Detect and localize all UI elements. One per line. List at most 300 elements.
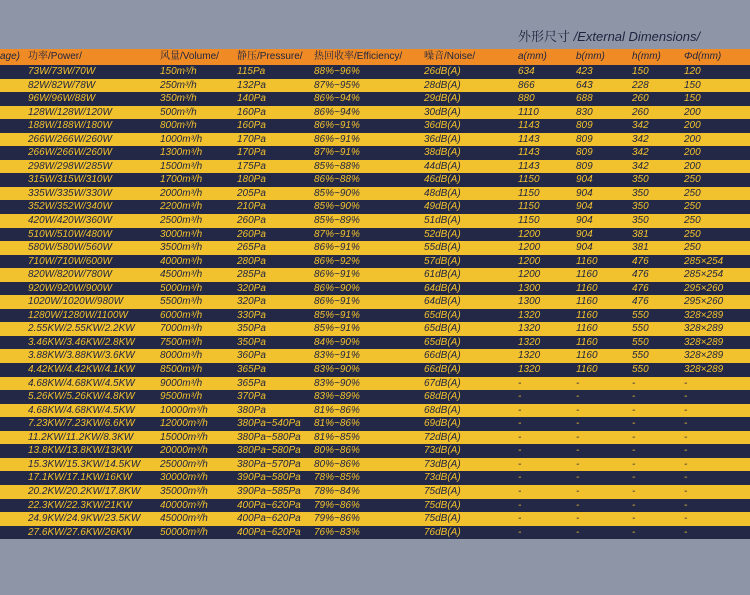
power-cell: 298W/298W/285W [28,160,112,172]
pressure-cell: 400Pa~620Pa [237,499,301,511]
noise-cell: 75dB(A) [424,485,461,497]
noise-cell: 69dB(A) [424,418,461,430]
volume-cell: 10000m³/h [160,404,208,416]
efficiency-cell: 85%~89% [314,215,360,227]
dim-d-cell: - [684,431,688,443]
noise-cell: 65dB(A) [424,309,461,321]
header-pressure: 静压/Pressure/ [237,51,303,62]
dim-h-cell: 342 [632,133,649,145]
dim-h-cell: 476 [632,282,649,294]
dim-b-cell: 1160 [576,336,598,348]
noise-cell: 72dB(A) [424,431,461,443]
pressure-cell: 380Pa~580Pa [237,445,301,457]
dim-d-cell: 250 [684,201,701,213]
pressure-cell: 330Pa [237,309,266,321]
efficiency-cell: 86%~91% [314,269,360,281]
dim-a-cell: - [518,418,522,430]
volume-cell: 50000m³/h [160,526,208,538]
noise-cell: 29dB(A) [424,93,461,105]
efficiency-cell: 86%~88% [314,174,360,186]
noise-cell: 52dB(A) [424,228,461,240]
volume-cell: 1700m³/h [160,174,203,186]
dim-b-cell: 1160 [576,309,598,321]
pressure-cell: 360Pa [237,350,266,362]
dim-d-cell: 250 [684,187,701,199]
dim-d-cell: 328×289 [684,364,724,376]
dim-d-cell: 200 [684,147,701,159]
noise-cell: 73dB(A) [424,458,461,470]
dim-a-cell: 1300 [518,296,541,308]
dim-b-cell: 643 [576,79,593,91]
table-row [0,146,750,160]
dim-h-cell: - [632,431,636,443]
dim-a-cell: 880 [518,93,535,105]
efficiency-cell: 86%~94% [314,106,360,118]
dim-b-cell: - [576,472,580,484]
volume-cell: 6000m³/h [160,309,203,321]
efficiency-cell: 85%~90% [314,201,360,213]
power-cell: 4.68KW/4.68KW/4.5KW [28,404,135,416]
dim-h-cell: 476 [632,296,649,308]
table-row [0,92,750,106]
table-row [0,106,750,120]
dim-b-cell: - [576,485,580,497]
dim-d-cell: - [684,526,688,538]
dim-b-cell: 904 [576,215,593,227]
dim-a-cell: - [518,445,522,457]
pressure-cell: 390Pa~580Pa [237,472,301,484]
pressure-cell: 265Pa [237,242,266,254]
dim-h-cell: - [632,472,636,484]
table-row [0,119,750,133]
dim-a-cell: - [518,404,522,416]
pressure-cell: 115Pa [237,66,266,77]
dim-h-cell: 342 [632,120,649,132]
dim-b-cell: 904 [576,174,593,186]
dim-b-cell: - [576,418,580,430]
dim-h-cell: - [632,458,636,470]
volume-cell: 7000m³/h [160,323,203,335]
dim-b-cell: - [576,526,580,538]
pressure-cell: 160Pa [237,106,266,118]
volume-cell: 12000m³/h [160,418,208,430]
efficiency-cell: 78%~84% [314,485,360,497]
volume-cell: 7500m³/h [160,336,203,348]
noise-cell: 67dB(A) [424,377,461,389]
pressure-cell: 370Pa [237,391,266,403]
dim-b-cell: - [576,458,580,470]
volume-cell: 800m³/h [160,120,197,132]
pressure-cell: 170Pa [237,133,266,145]
power-cell: 580W/580W/560W [28,242,112,254]
volume-cell: 150m³/h [160,66,197,77]
dim-b-cell: 1160 [576,323,598,335]
efficiency-cell: 84%~90% [314,336,360,348]
efficiency-cell: 78%~85% [314,472,360,484]
dim-h-cell: 350 [632,201,649,213]
dim-b-cell: 809 [576,160,593,172]
pressure-cell: 280Pa [237,255,266,267]
dim-a-cell: 1200 [518,269,541,281]
dim-b-cell: - [576,404,580,416]
dim-a-cell: - [518,391,522,403]
dim-b-cell: - [576,499,580,511]
dim-h-cell: - [632,377,636,389]
efficiency-cell: 85%~91% [314,323,360,335]
noise-cell: 61dB(A) [424,269,461,281]
table-row [0,214,750,228]
efficiency-cell: 80%~86% [314,458,360,470]
dim-d-cell: 285×254 [684,269,724,281]
dim-d-cell: - [684,404,688,416]
volume-cell: 15000m³/h [160,431,208,443]
dim-d-cell: 328×289 [684,350,724,362]
header-model: age) [0,51,21,62]
dim-a-cell: - [518,499,522,511]
power-cell: 315W/315W/310W [28,174,112,186]
dim-b-cell: 1160 [576,364,598,376]
pressure-cell: 380Pa [237,404,266,416]
efficiency-cell: 83%~89% [314,391,360,403]
pressure-cell: 350Pa [237,336,266,348]
efficiency-cell: 87%~91% [314,147,360,159]
noise-cell: 68dB(A) [424,404,461,416]
dim-h-cell: - [632,445,636,457]
dim-b-cell: 904 [576,201,593,213]
efficiency-cell: 81%~86% [314,404,360,416]
dim-a-cell: 1320 [518,336,541,348]
noise-cell: 49dB(A) [424,201,461,213]
dim-h-cell: 350 [632,215,649,227]
efficiency-cell: 86%~90% [314,282,360,294]
efficiency-cell: 85%~91% [314,309,360,321]
power-cell: 22.3KW/22.3KW/21KW [28,499,132,511]
table-row [0,431,750,445]
volume-cell: 35000m³/h [160,485,208,497]
dim-a-cell: 1320 [518,309,541,321]
noise-cell: 68dB(A) [424,391,461,403]
table-row [0,160,750,174]
noise-cell: 65dB(A) [424,323,461,335]
pressure-cell: 210Pa [237,201,266,213]
volume-cell: 2500m³/h [160,215,203,227]
noise-cell: 73dB(A) [424,445,461,457]
dim-h-cell: 381 [632,242,649,254]
dim-h-cell: - [632,499,636,511]
dim-h-cell: 476 [632,255,649,267]
dim-a-cell: - [518,513,522,525]
efficiency-cell: 79%~86% [314,513,360,525]
dim-a-cell: 1200 [518,255,541,267]
dim-b-cell: 904 [576,242,593,254]
volume-cell: 9500m³/h [160,391,203,403]
efficiency-cell: 83%~90% [314,364,360,376]
power-cell: 266W/266W/260W [28,147,112,159]
noise-cell: 75dB(A) [424,513,461,525]
dim-b-cell: 688 [576,93,593,105]
power-cell: 188W/188W/180W [28,120,112,132]
dim-d-cell: 250 [684,242,701,254]
volume-cell: 350m³/h [160,93,197,105]
volume-cell: 500m³/h [160,106,197,118]
power-cell: 13.8KW/13.8KW/13KW [28,445,132,457]
pressure-cell: 380Pa~540Pa [237,418,301,430]
table-row [0,173,750,187]
noise-cell: 38dB(A) [424,147,461,159]
table-row [0,471,750,485]
dim-a-cell: - [518,472,522,484]
efficiency-cell: 87%~95% [314,79,360,91]
power-cell: 4.42KW/4.42KW/4.1KW [28,364,135,376]
table-row [0,255,750,269]
pressure-cell: 365Pa [237,364,266,376]
efficiency-cell: 81%~86% [314,418,360,430]
dim-d-cell: - [684,377,688,389]
power-cell: 82W/82W/78W [28,79,96,91]
volume-cell: 9000m³/h [160,377,203,389]
pressure-cell: 365Pa [237,377,266,389]
dim-d-cell: 285×254 [684,255,724,267]
table-row [0,282,750,296]
efficiency-cell: 88%~96% [314,66,360,77]
dim-b-cell: 1160 [576,255,598,267]
external-dimensions-title-en: /External Dimensions/ [570,29,701,44]
table-row [0,377,750,391]
efficiency-cell: 79%~86% [314,499,360,511]
power-cell: 73W/73W/70W [28,66,96,77]
header-power: 功率/Power/ [28,51,82,62]
efficiency-cell: 86%~91% [314,242,360,254]
dim-h-cell: 342 [632,147,649,159]
dim-d-cell: 200 [684,160,701,172]
noise-cell: 64dB(A) [424,296,461,308]
table-row [0,228,750,242]
dim-d-cell: 328×289 [684,309,724,321]
pressure-cell: 132Pa [237,79,266,91]
noise-cell: 36dB(A) [424,133,461,145]
dim-d-cell: - [684,445,688,457]
table-row [0,65,750,79]
dim-d-cell: 150 [684,79,701,91]
dim-a-cell: - [518,377,522,389]
dim-h-cell: 381 [632,228,649,240]
dim-b-cell: 904 [576,228,593,240]
dim-a-cell: - [518,526,522,538]
power-cell: 27.6KW/27.6KW/26KW [28,526,132,538]
header-efficiency: 热回收率/Efficiency/ [314,51,403,62]
volume-cell: 40000m³/h [160,499,208,511]
table-row [0,349,750,363]
efficiency-cell: 83%~90% [314,377,360,389]
volume-cell: 30000m³/h [160,472,208,484]
noise-cell: 64dB(A) [424,282,461,294]
noise-cell: 76dB(A) [424,526,461,538]
power-cell: 510W/510W/480W [28,228,112,240]
pressure-cell: 170Pa [237,147,266,159]
dim-b-cell: 809 [576,147,593,159]
efficiency-cell: 87%~91% [314,228,360,240]
dim-h-cell: 260 [632,93,649,105]
noise-cell: 36dB(A) [424,120,461,132]
volume-cell: 20000m³/h [160,445,208,457]
dim-d-cell: - [684,391,688,403]
table-row [0,322,750,336]
table-header [0,49,750,65]
noise-cell: 51dB(A) [424,215,461,227]
efficiency-cell: 86%~91% [314,120,360,132]
dim-b-cell: - [576,431,580,443]
dim-b-cell: 1160 [576,282,598,294]
dim-h-cell: - [632,485,636,497]
volume-cell: 1000m³/h [160,133,203,145]
dim-h-cell: - [632,526,636,538]
power-cell: 1020W/1020W/980W [28,296,124,308]
dim-a-cell: 1320 [518,323,541,335]
power-cell: 24.9KW/24.9KW/23.5KW [28,513,141,525]
table-row [0,390,750,404]
header-volume: 风量/Volume/ [160,51,219,62]
external-dimensions-title-cn: 外形尺寸 [518,29,571,44]
power-cell: 96W/96W/88W [28,93,96,105]
efficiency-cell: 81%~85% [314,431,360,443]
dim-h-cell: 550 [632,323,649,335]
dim-d-cell: 295×260 [684,282,724,294]
power-cell: 17.1KW/17.1KW/16KW [28,472,132,484]
power-cell: 420W/420W/360W [28,215,112,227]
dim-a-cell: 1143 [518,120,540,132]
pressure-cell: 180Pa [237,174,266,186]
pressure-cell: 205Pa [237,187,266,199]
power-cell: 5.26KW/5.26KW/4.8KW [28,391,135,403]
power-cell: 335W/335W/330W [28,187,112,199]
power-cell: 15.3KW/15.3KW/14.5KW [28,458,141,470]
dim-h-cell: 550 [632,336,649,348]
dim-a-cell: 1200 [518,228,541,240]
header-noise: 噪音/Noise/ [424,51,476,62]
efficiency-cell: 86%~94% [314,93,360,105]
pressure-cell: 400Pa~620Pa [237,513,301,525]
dim-a-cell: 1320 [518,364,541,376]
power-cell: 820W/820W/780W [28,269,112,281]
dim-d-cell: 200 [684,133,701,145]
dim-h-cell: 260 [632,106,649,118]
table-row [0,79,750,93]
header-d: Φd(mm) [684,51,722,62]
power-cell: 11.2KW/11.2KW/8.3KW [28,431,134,443]
dim-a-cell: 1150 [518,187,540,199]
table-row [0,512,750,526]
dim-a-cell: 1300 [518,282,541,294]
dim-a-cell: 1200 [518,242,541,254]
pressure-cell: 380Pa~580Pa [237,431,301,443]
efficiency-cell: 80%~86% [314,445,360,457]
pressure-cell: 390Pa~585Pa [237,485,301,497]
pressure-cell: 160Pa [237,120,266,132]
table-body [0,65,750,539]
dim-d-cell: 295×260 [684,296,724,308]
pressure-cell: 140Pa [237,93,266,105]
dim-d-cell: 250 [684,215,701,227]
pressure-cell: 260Pa [237,215,266,227]
table-row [0,499,750,513]
volume-cell: 4500m³/h [160,269,203,281]
pressure-cell: 260Pa [237,228,266,240]
dim-a-cell: 1143 [518,160,540,172]
dim-h-cell: 228 [632,79,649,91]
dim-h-cell: 550 [632,350,649,362]
volume-cell: 2000m³/h [160,187,203,199]
dim-h-cell: 350 [632,187,649,199]
header-a: a(mm) [518,51,547,62]
volume-cell: 250m³/h [160,79,197,91]
dim-h-cell: 342 [632,160,649,172]
dim-h-cell: - [632,391,636,403]
dim-d-cell: 328×289 [684,323,724,335]
table-row [0,363,750,377]
power-cell: 3.46KW/3.46KW/2.8KW [28,336,135,348]
noise-cell: 30dB(A) [424,106,461,118]
dim-a-cell: 866 [518,79,535,91]
dim-d-cell: - [684,418,688,430]
volume-cell: 5500m³/h [160,296,203,308]
dim-h-cell: 550 [632,309,649,321]
power-cell: 352W/352W/340W [28,201,112,213]
noise-cell: 55dB(A) [424,242,461,254]
dim-d-cell: - [684,513,688,525]
dim-d-cell: 250 [684,228,701,240]
dim-a-cell: - [518,458,522,470]
pressure-cell: 320Pa [237,296,266,308]
pressure-cell: 175Pa [237,160,266,172]
dim-b-cell: - [576,513,580,525]
volume-cell: 3500m³/h [160,242,203,254]
table-row [0,444,750,458]
dim-b-cell: 1160 [576,269,598,281]
dim-a-cell: 1143 [518,133,540,145]
pressure-cell: 320Pa [237,282,266,294]
noise-cell: 57dB(A) [424,255,461,267]
header-h: h(mm) [632,51,661,62]
table-row [0,526,750,540]
dim-b-cell: - [576,445,580,457]
volume-cell: 25000m³/h [160,458,208,470]
power-cell: 7.23KW/7.23KW/6.6KW [28,418,135,430]
noise-cell: 73dB(A) [424,472,461,484]
volume-cell: 5000m³/h [160,282,203,294]
efficiency-cell: 86%~91% [314,296,360,308]
dim-h-cell: 150 [632,66,649,77]
table-row [0,336,750,350]
noise-cell: 28dB(A) [424,79,461,91]
table-row [0,241,750,255]
efficiency-cell: 76%~83% [314,526,360,538]
pressure-cell: 350Pa [237,323,266,335]
dim-h-cell: 350 [632,174,649,186]
noise-cell: 66dB(A) [424,364,461,376]
dim-h-cell: 550 [632,364,649,376]
noise-cell: 46dB(A) [424,174,461,186]
volume-cell: 8000m³/h [160,350,203,362]
dim-d-cell: - [684,458,688,470]
efficiency-cell: 83%~91% [314,350,360,362]
power-cell: 266W/266W/260W [28,133,112,145]
table-row [0,404,750,418]
noise-cell: 66dB(A) [424,350,461,362]
dim-a-cell: 1110 [518,106,539,118]
power-cell: 1280W/1280W/1100W [28,309,128,321]
table-row [0,268,750,282]
table-row [0,133,750,147]
